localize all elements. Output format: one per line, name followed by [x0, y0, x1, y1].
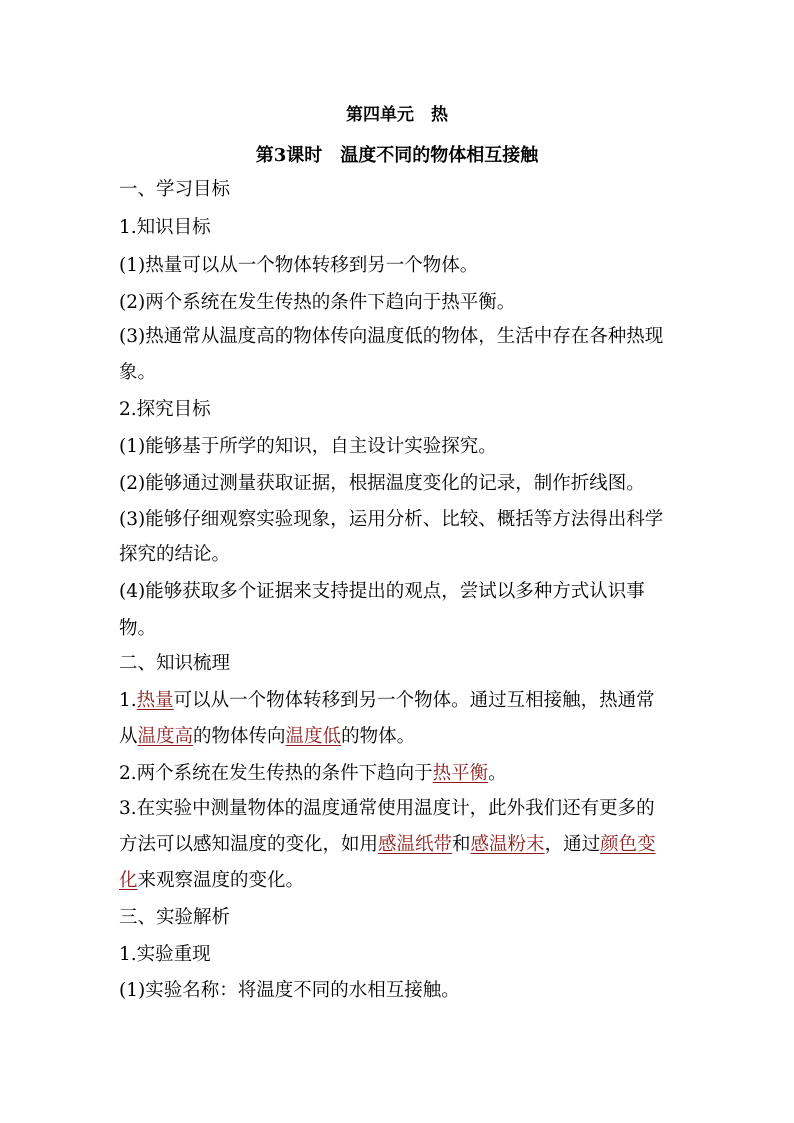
review-text: 来观察温度的变化。 — [137, 870, 305, 891]
inquiry-item-4: (4)能够获取多个证据来支持提出的观点，尝试以多种方式认识事 — [119, 581, 645, 602]
subheading-experiment-replay: 1.实验重现 — [119, 944, 211, 965]
review-item-3-line-3 — [119, 869, 304, 893]
section-heading-review: 二、知识梳理 — [119, 653, 231, 674]
review-text: 的物体传向 — [193, 726, 286, 747]
inquiry-item-4-cont: 物。 — [119, 618, 157, 639]
inquiry-item-3: (3)能够仔细观察实验现象，运用分析、比较、概括等方法得出科学 — [119, 509, 664, 530]
answer-blank: 温度低 — [285, 726, 342, 747]
review-item-1-line-2 — [119, 725, 415, 749]
review-item-3-line-2 — [119, 833, 656, 857]
review-text: 。 — [488, 763, 507, 784]
knowledge-item-3-cont: 象。 — [119, 362, 157, 383]
knowledge-item-3: (3)热通常从温度高的物体传向温度低的物体，生活中存在各种热现 — [119, 326, 664, 347]
answer-blank: 温度高 — [137, 726, 194, 747]
answer-blank: 感温纸带 — [378, 834, 453, 855]
unit-title: 第四单元 热 — [346, 105, 448, 125]
review-item-3-line-1: 3.在实验中测量物体的温度通常使用温度计，此外我们还有更多的 — [119, 798, 655, 819]
answer-blank: 颜色变 — [600, 834, 656, 855]
inquiry-item-3-cont: 探究的结论。 — [119, 544, 231, 565]
review-text: 从 — [119, 726, 138, 747]
review-text: 的物体。 — [341, 726, 416, 747]
answer-blank: 热量 — [136, 690, 174, 711]
review-text: 和 — [452, 834, 471, 855]
section-heading-goals: 一、学习目标 — [119, 179, 231, 200]
review-text: 方法可以感知温度的变化，如用 — [119, 834, 379, 855]
section-heading-experiment: 三、实验解析 — [119, 907, 231, 928]
inquiry-item-1: (1)能够基于所学的知识，自主设计实验探究。 — [119, 436, 497, 457]
experiment-item-1: (1)实验名称：将温度不同的水相互接触。 — [119, 980, 460, 1001]
inquiry-item-2: (2)能够通过测量获取证据，根据温度变化的记录，制作折线图。 — [119, 473, 645, 494]
knowledge-item-2: (2)两个系统在发生传热的条件下趋向于热平衡。 — [119, 292, 516, 313]
knowledge-item-1: (1)热量可以从一个物体转移到另一个物体。 — [119, 255, 479, 276]
review-item-1-text: 可以从一个物体转移到另一个物体。通过互相接触，热通常 — [173, 690, 655, 711]
answer-blank: 化 — [119, 870, 138, 891]
lesson-title: 第3课时 温度不同的物体相互接触 — [255, 145, 539, 166]
subheading-knowledge: 1.知识目标 — [119, 217, 211, 238]
review-text: 2.两个系统在发生传热的条件下趋向于 — [119, 763, 433, 784]
review-text: ，通过 — [544, 834, 601, 855]
review-item-2 — [119, 762, 507, 786]
review-item-1-line-1 — [119, 689, 655, 713]
review-item-1-prefix: 1. — [119, 690, 137, 711]
answer-blank: 热平衡 — [432, 763, 489, 784]
answer-blank: 感温粉末 — [470, 834, 545, 855]
subheading-inquiry: 2.探究目标 — [119, 399, 211, 420]
